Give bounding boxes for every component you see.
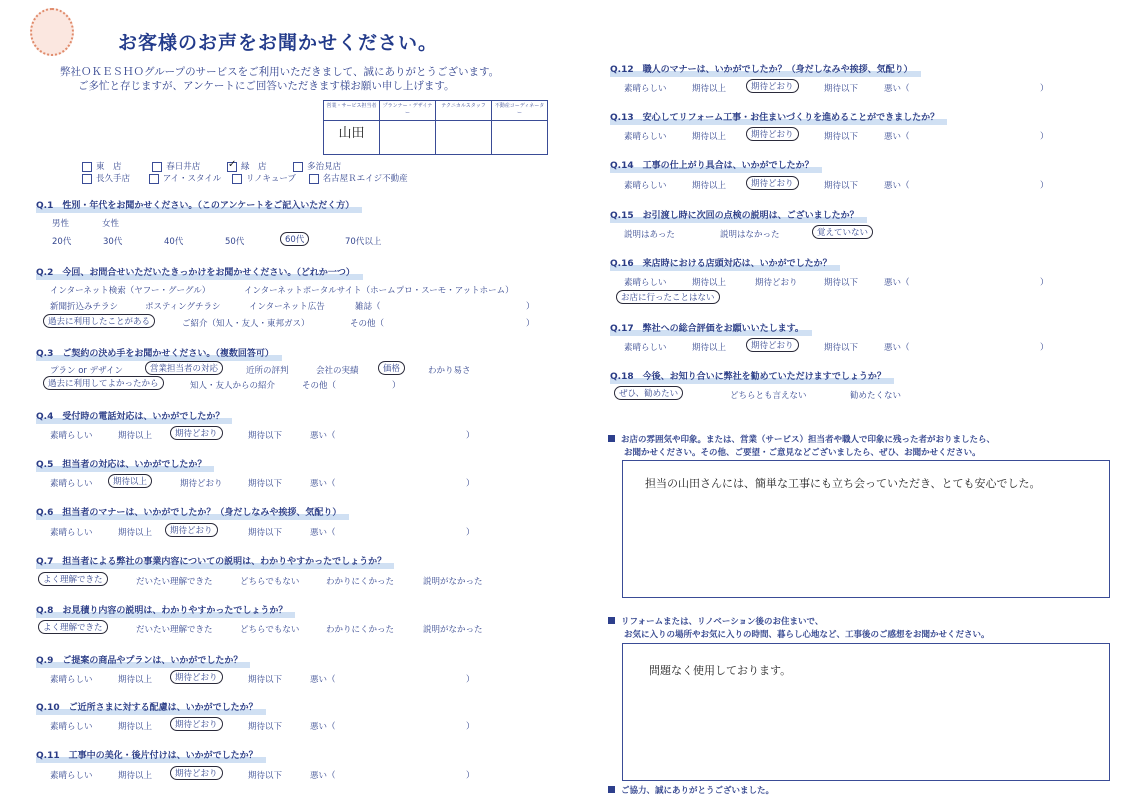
option-selected[interactable]: 過去に利用したことがある bbox=[43, 314, 155, 328]
option[interactable]: 悪い（ bbox=[310, 479, 336, 489]
thanks-text: ご協力、誠にありがとうございました。 bbox=[621, 786, 775, 796]
option[interactable]: 素晴らしい bbox=[624, 181, 667, 191]
paren-close: ） bbox=[466, 479, 475, 489]
paren-close: ） bbox=[1040, 181, 1049, 191]
option-selected[interactable]: よく理解できた bbox=[38, 620, 108, 634]
option[interactable]: 悪い（ bbox=[884, 343, 910, 353]
option[interactable]: 素晴らしい bbox=[624, 84, 667, 94]
option[interactable]: ご紹介（知人・友人・東邦ガス） bbox=[182, 319, 310, 329]
paren-close: ） bbox=[466, 431, 475, 441]
option[interactable]: どちらでもない bbox=[240, 625, 300, 635]
question-q13: Q.13 安心してリフォーム工事・お住まいづくりを進めることができましたか？ bbox=[610, 110, 939, 123]
paren-close: ） bbox=[1040, 278, 1049, 288]
staff-cell[interactable] bbox=[380, 121, 436, 155]
option[interactable]: 悪い（ bbox=[884, 84, 910, 94]
thanks-line bbox=[608, 784, 774, 796]
option[interactable]: 悪い（ bbox=[310, 771, 336, 781]
bullet-icon bbox=[608, 617, 615, 624]
option-selected[interactable]: ぜひ、勧めたい bbox=[614, 386, 683, 400]
option[interactable]: わかりにくかった bbox=[326, 577, 395, 587]
option[interactable]: インターネットポータルサイト（ホームプロ・スーモ・アットホーム） bbox=[244, 286, 514, 296]
option[interactable]: 素晴らしい bbox=[624, 278, 667, 288]
staff-header: 不動産コーディネーター bbox=[492, 101, 548, 121]
option[interactable]: 20代 bbox=[52, 237, 72, 247]
option[interactable]: 期待以下 bbox=[248, 431, 283, 441]
seal-stamp bbox=[30, 8, 74, 56]
impression-comment-box[interactable] bbox=[622, 460, 1110, 598]
option[interactable]: 期待以下 bbox=[248, 722, 283, 732]
store-label: リノキューブ bbox=[246, 174, 296, 184]
option[interactable]: 期待以上 bbox=[118, 771, 153, 781]
checkbox[interactable] bbox=[82, 174, 92, 184]
store-label: 名古屋Ｒエイジ不動産 bbox=[322, 174, 408, 184]
option-selected[interactable]: 期待どおり bbox=[746, 79, 799, 93]
question-q18: Q.18 今後、お知り合いに弊社を勧めていただけますでしょうか？ bbox=[610, 369, 886, 382]
option[interactable]: 期待以下 bbox=[824, 132, 859, 142]
option[interactable]: 悪い（ bbox=[310, 722, 336, 732]
store-label: 東 店 bbox=[96, 162, 122, 172]
option[interactable]: 30代 bbox=[103, 237, 123, 247]
option[interactable]: 説明はなかった bbox=[720, 230, 780, 240]
option[interactable]: 期待以下 bbox=[824, 84, 859, 94]
option[interactable]: インターネット検索（ヤフー・グーグル） bbox=[50, 286, 211, 296]
checkbox[interactable] bbox=[232, 174, 242, 184]
option[interactable]: 素晴らしい bbox=[624, 132, 667, 142]
option-selected[interactable]: 営業担当者の対応 bbox=[145, 361, 223, 375]
comment-label-text: お店の雰囲気や印象。または、営業（サービス）担当者や職人で印象に残った者がおりましたら、 bbox=[621, 435, 996, 445]
option[interactable]: 素晴らしい bbox=[50, 528, 93, 538]
option-selected[interactable]: 期待どおり bbox=[746, 127, 799, 141]
checkbox[interactable] bbox=[149, 174, 159, 184]
option[interactable]: 女性 bbox=[102, 219, 120, 229]
paren-close: ） bbox=[526, 319, 535, 329]
option[interactable]: どちらでもない bbox=[240, 577, 300, 587]
checkbox-checked[interactable]: ✓ bbox=[227, 158, 237, 170]
store-label: 長久手店 bbox=[96, 174, 131, 184]
intro-line-1: 弊社ＯＫＥＳＨＯグループのサービスをご利用いただきまして、誠にありがとうございます。 bbox=[60, 66, 500, 78]
paren-close: ） bbox=[392, 381, 401, 391]
option-selected[interactable]: 覚えていない bbox=[812, 225, 873, 239]
option[interactable]: 悪い（ bbox=[884, 132, 910, 142]
option[interactable]: 会社の実績 bbox=[316, 366, 359, 376]
option[interactable]: だいたい理解できた bbox=[136, 625, 213, 635]
option-selected[interactable]: よく理解できた bbox=[38, 572, 108, 586]
option[interactable]: わかりにくかった bbox=[326, 625, 395, 635]
option[interactable]: 悪い（ bbox=[884, 278, 910, 288]
option-selected[interactable]: 期待どおり bbox=[165, 523, 218, 537]
comment-label-text: リフォームまたは、リノベーション後のお住まいで、 bbox=[621, 617, 824, 627]
question-q15: Q.15 お引渡し時に次回の点検の説明は、ございましたか？ bbox=[610, 208, 859, 221]
store-label: 多治見店 bbox=[307, 162, 342, 172]
option[interactable]: 70代以上 bbox=[345, 237, 382, 247]
option-selected[interactable]: 期待どおり bbox=[170, 766, 223, 780]
option[interactable]: 説明はあった bbox=[624, 230, 675, 240]
option-selected[interactable]: 期待どおり bbox=[170, 717, 223, 731]
intro-line-2: ご多忙と存じますが、アンケートにご回答いただきます様お願い申し上げます。 bbox=[78, 80, 455, 92]
option[interactable]: その他（ bbox=[350, 319, 385, 329]
store-row-2 bbox=[82, 172, 408, 184]
option[interactable]: 期待以上 bbox=[118, 431, 153, 441]
question-q10: Q.10 ご近所さまに対する配慮は、いかがでしたか？ bbox=[36, 700, 258, 713]
option[interactable]: 雑誌（ bbox=[355, 302, 381, 312]
option[interactable]: 期待以上 bbox=[692, 181, 727, 191]
option[interactable]: 近所の評判 bbox=[246, 366, 289, 376]
option[interactable]: 素晴らしい bbox=[50, 722, 93, 732]
option[interactable]: 期待以上 bbox=[118, 675, 153, 685]
option[interactable]: その他（ bbox=[302, 381, 337, 391]
question-q3: Q.3 ご契約の決め手をお聞かせください。（複数回答可） bbox=[36, 346, 274, 359]
option-selected[interactable]: 期待どおり bbox=[746, 338, 799, 352]
option[interactable]: 勧めたくない bbox=[850, 391, 902, 401]
impression-comment-text: 担当の山田さんには、簡単な工事にも立ち会っていただき、とても安心でした。 bbox=[645, 477, 1041, 490]
option[interactable]: 期待どおり bbox=[755, 278, 798, 288]
after-comment-text: 問題なく使用しております。 bbox=[649, 664, 792, 677]
paren-close: ） bbox=[466, 771, 475, 781]
staff-cell-sales[interactable] bbox=[324, 121, 380, 155]
option[interactable]: 50代 bbox=[225, 237, 245, 247]
staff-table bbox=[323, 100, 548, 155]
option[interactable]: ポスティングチラシ bbox=[145, 302, 221, 312]
option[interactable]: インターネット広告 bbox=[249, 302, 325, 312]
option[interactable]: プラン or デザイン bbox=[50, 366, 124, 376]
comment-label-2 bbox=[608, 615, 823, 627]
option[interactable]: 期待以下 bbox=[248, 479, 283, 489]
option-selected[interactable]: 期待どおり bbox=[170, 426, 223, 440]
option[interactable]: 期待以下 bbox=[824, 278, 859, 288]
option-selected[interactable]: お店に行ったことはない bbox=[616, 290, 720, 304]
option[interactable]: 期待以上 bbox=[692, 278, 727, 288]
option-selected[interactable]: 過去に利用してよかったから bbox=[43, 376, 164, 390]
after-comment-box[interactable] bbox=[622, 643, 1110, 781]
option-selected[interactable]: 60代 bbox=[280, 232, 309, 246]
staff-header: プランナー・デザイナー bbox=[380, 101, 436, 121]
question-q1: Q.1 性別・年代をお聞かせください。（このアンケートをご記入いただく方） bbox=[36, 198, 354, 211]
option[interactable]: 期待以下 bbox=[824, 343, 859, 353]
checkbox[interactable] bbox=[82, 162, 92, 172]
option[interactable]: 期待以上 bbox=[692, 343, 727, 353]
option[interactable]: 期待以下 bbox=[824, 181, 859, 191]
paren-close: ） bbox=[466, 675, 475, 685]
option[interactable]: 悪い（ bbox=[310, 675, 336, 685]
staff-name-handwritten: 山田 bbox=[338, 126, 365, 141]
option[interactable]: どちらとも言えない bbox=[730, 391, 807, 401]
comment-label-2b: お気に入りの場所やお気に入りの時間、暮らし心地など、工事後のご感想をお聞かせください。 bbox=[624, 630, 990, 640]
checkbox[interactable] bbox=[293, 162, 303, 172]
comment-label-1b: お聞かせください。その他、ご要望・ご意見などございましたら、ぜひ、お聞かせください。 bbox=[624, 448, 981, 458]
question-q16: Q.16 来店時における店頭対応は、いかがでしたか？ bbox=[610, 256, 832, 269]
store-label: 春日井店 bbox=[166, 162, 201, 172]
option[interactable]: わかり易さ bbox=[428, 366, 471, 376]
option[interactable]: 期待どおり bbox=[180, 479, 223, 489]
option[interactable]: 知人・友人からの紹介 bbox=[190, 381, 276, 391]
option[interactable]: 期待以上 bbox=[692, 132, 727, 142]
option[interactable]: 素晴らしい bbox=[50, 479, 93, 489]
option[interactable]: 素晴らしい bbox=[50, 771, 93, 781]
option[interactable]: 期待以下 bbox=[248, 675, 283, 685]
option[interactable]: 40代 bbox=[164, 237, 184, 247]
option[interactable]: 素晴らしい bbox=[624, 343, 667, 353]
option[interactable]: 男性 bbox=[52, 219, 70, 229]
question-q14: Q.14 工事の仕上がり具合は、いかがでしたか？ bbox=[610, 158, 814, 171]
paren-close: ） bbox=[466, 722, 475, 732]
option[interactable]: 説明がなかった bbox=[423, 625, 483, 635]
question-q7: Q.7 担当者による弊社の事業内容についての説明は、わかりやすかったでしょうか？ bbox=[36, 554, 386, 567]
bullet-icon bbox=[608, 786, 615, 793]
option[interactable]: 説明がなかった bbox=[423, 577, 483, 587]
question-q11: Q.11 工事中の美化・後片付けは、いかがでしたか？ bbox=[36, 748, 258, 761]
comment-label-1 bbox=[608, 433, 995, 445]
option-selected[interactable]: 期待どおり bbox=[170, 670, 223, 684]
checkbox[interactable] bbox=[152, 162, 162, 172]
store-row-1 bbox=[82, 160, 341, 172]
question-q12: Q.12 職人のマナーは、いかがでしたか？（身だしなみや挨拶、気配り） bbox=[610, 62, 913, 75]
option[interactable]: 期待以上 bbox=[692, 84, 727, 94]
paren-close: ） bbox=[466, 528, 475, 538]
store-label: 緑 店 bbox=[240, 162, 267, 172]
staff-cell[interactable] bbox=[492, 121, 548, 155]
staff-cell[interactable] bbox=[436, 121, 492, 155]
paren-close: ） bbox=[1040, 84, 1049, 94]
paren-close: ） bbox=[526, 302, 535, 312]
question-q6: Q.6 担当者のマナーは、いかがでしたか？（身だしなみや挨拶、気配り） bbox=[36, 505, 341, 518]
option[interactable]: 新聞折込みチラシ bbox=[50, 302, 119, 312]
option-selected[interactable]: 期待以上 bbox=[108, 474, 152, 488]
option-selected[interactable]: 期待どおり bbox=[746, 176, 799, 190]
option[interactable]: 素晴らしい bbox=[50, 431, 93, 441]
option[interactable]: 期待以上 bbox=[118, 722, 153, 732]
option[interactable]: 期待以下 bbox=[248, 528, 283, 538]
option[interactable]: 悪い（ bbox=[310, 528, 336, 538]
paren-close: ） bbox=[1040, 343, 1049, 353]
question-q5: Q.5 担当者の対応は、いかがでしたか？ bbox=[36, 457, 206, 470]
bullet-icon bbox=[608, 435, 615, 442]
question-q8: Q.8 お見積り内容の説明は、わかりやすかったでしょうか？ bbox=[36, 603, 287, 616]
option[interactable]: だいたい理解できた bbox=[136, 577, 213, 587]
option[interactable]: 悪い（ bbox=[884, 181, 910, 191]
question-q17: Q.17 弊社への総合評価をお願いいたします。 bbox=[610, 321, 804, 334]
option[interactable]: 悪い（ bbox=[310, 431, 336, 441]
paren-close: ） bbox=[1040, 132, 1049, 142]
question-q4: Q.4 受付時の電話対応は、いかがでしたか？ bbox=[36, 409, 224, 422]
option-selected[interactable]: 価格 bbox=[378, 361, 405, 375]
option[interactable]: 素晴らしい bbox=[50, 675, 93, 685]
option[interactable]: 期待以下 bbox=[248, 771, 283, 781]
page-title: お客様のお声をお聞かせください。 bbox=[118, 32, 439, 54]
option[interactable]: 期待以上 bbox=[118, 528, 153, 538]
staff-header: テクニカルスタッフ bbox=[436, 101, 492, 121]
question-q9: Q.9 ご提案の商品やプランは、いかがでしたか？ bbox=[36, 653, 242, 666]
checkbox[interactable] bbox=[309, 174, 319, 184]
store-label: アイ・スタイル bbox=[162, 174, 222, 184]
question-q2: Q.2 今回、お問合せいただいたきっかけをお聞かせください。（どれか一つ） bbox=[36, 265, 355, 278]
staff-header: 営業・サービス担当者 bbox=[324, 101, 380, 121]
